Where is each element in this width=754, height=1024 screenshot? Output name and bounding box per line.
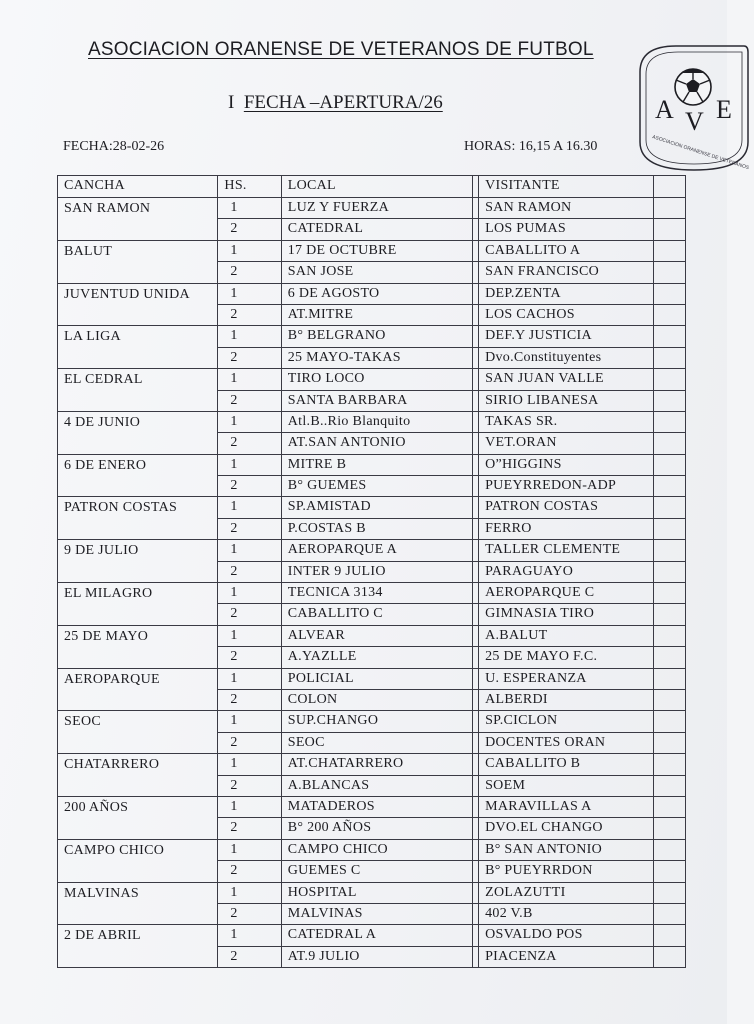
hs-cell: 2 [218,304,281,325]
extra-cell [654,732,686,753]
table-row [58,711,686,732]
local-cell: SAN JOSE [281,262,472,283]
local-cell: Atl.B..Rio Blanquito [281,411,472,432]
cancha-cell: EL MILAGRO [58,583,218,626]
hs-cell: 2 [218,390,281,411]
visitante-cell: ZOLAZUTTI [479,882,654,903]
hs-cell: 1 [218,583,281,604]
visitante-cell: PARAGUAYO [479,561,654,582]
extra-cell [654,497,686,518]
extra-cell [654,433,686,454]
local-cell: AT.CHATARRERO [281,754,472,775]
local-cell: AT.MITRE [281,304,472,325]
extra-cell [654,561,686,582]
local-cell: A.YAZLLE [281,647,472,668]
visitante-cell: DEF.Y JUSTICIA [479,326,654,347]
extra-cell [654,326,686,347]
extra-cell [654,946,686,967]
cancha-cell: SAN RAMON [58,198,218,241]
cancha-cell: CHATARRERO [58,754,218,797]
logo-letter-a: A [655,95,674,124]
cancha-cell: PATRON COSTAS [58,497,218,540]
hs-cell: 1 [218,668,281,689]
match-date: FECHA:28-02-26 [63,139,165,154]
extra-cell [654,347,686,368]
visitante-cell: U. ESPERANZA [479,668,654,689]
cancha-cell: CAMPO CHICO [58,839,218,882]
cancha-cell: EL CEDRAL [58,369,218,412]
cancha-cell: BALUT [58,240,218,283]
table-row [58,796,686,817]
cancha-cell: 4 DE JUNIO [58,411,218,454]
round-subtitle [228,92,443,114]
cancha-cell: 200 AÑOS [58,796,218,839]
visitante-cell: O”HIGGINS [479,454,654,475]
extra-cell [654,369,686,390]
local-cell: INTER 9 JULIO [281,561,472,582]
hs-cell: 1 [218,411,281,432]
logo-letter-e: E [716,95,732,124]
local-cell: SEOC [281,732,472,753]
hs-cell: 1 [218,454,281,475]
table-row [58,754,686,775]
association-logo [636,42,754,174]
hs-cell: 2 [218,946,281,967]
visitante-cell: PUEYRREDON-ADP [479,476,654,497]
extra-cell [654,818,686,839]
extra-cell [654,647,686,668]
extra-cell [654,240,686,261]
soccer-ball-icon [675,69,711,105]
local-cell: GUEMES C [281,861,472,882]
extra-cell [654,540,686,561]
table-row [58,925,686,946]
local-cell: 6 DE AGOSTO [281,283,472,304]
column-header-extra [654,176,686,198]
visitante-cell: PIACENZA [479,946,654,967]
table-row [58,198,686,219]
extra-cell [654,668,686,689]
hs-cell: 1 [218,839,281,860]
local-cell: SP.AMISTAD [281,497,472,518]
visitante-cell: MARAVILLAS A [479,796,654,817]
fixture-body [58,198,686,968]
extra-cell [654,861,686,882]
extra-cell [654,518,686,539]
fixture-table [57,175,686,968]
local-cell: MATADEROS [281,796,472,817]
local-cell: MALVINAS [281,903,472,924]
extra-cell [654,454,686,475]
extra-cell [654,604,686,625]
hs-cell: 1 [218,198,281,219]
cancha-cell: SEOC [58,711,218,754]
hs-cell: 2 [218,775,281,796]
visitante-cell: LOS PUMAS [479,219,654,240]
round-name: FECHA –APERTURA/26 [243,92,443,113]
table-row [58,240,686,261]
visitante-cell: TAKAS SR. [479,411,654,432]
local-cell: AT.SAN ANTONIO [281,433,472,454]
cancha-cell: 9 DE JULIO [58,540,218,583]
extra-cell [654,903,686,924]
visitante-cell: VET.ORAN [479,433,654,454]
extra-cell [654,689,686,710]
table-row [58,283,686,304]
visitante-cell: FERRO [479,518,654,539]
local-cell: LUZ Y FUERZA [281,198,472,219]
local-cell: CAMPO CHICO [281,839,472,860]
visitante-cell: SP.CICLON [479,711,654,732]
hs-cell: 2 [218,732,281,753]
visitante-cell: AEROPARQUE C [479,583,654,604]
local-cell: TIRO LOCO [281,369,472,390]
extra-cell [654,390,686,411]
local-cell: AT.9 JULIO [281,946,472,967]
table-row [58,625,686,646]
hs-cell: 2 [218,433,281,454]
visitante-cell: SAN RAMON [479,198,654,219]
extra-cell [654,796,686,817]
cancha-cell: 25 DE MAYO [58,625,218,668]
hs-cell: 1 [218,711,281,732]
local-cell: POLICIAL [281,668,472,689]
visitante-cell: OSVALDO POS [479,925,654,946]
local-cell: COLON [281,689,472,710]
extra-cell [654,219,686,240]
extra-cell [654,583,686,604]
local-cell: SUP.CHANGO [281,711,472,732]
hs-cell: 1 [218,796,281,817]
local-cell: CABALLITO C [281,604,472,625]
visitante-cell: ALBERDI [479,689,654,710]
cancha-cell: JUVENTUD UNIDA [58,283,218,326]
table-row [58,497,686,518]
visitante-cell: CABALLITO B [479,754,654,775]
local-cell: A.BLANCAS [281,775,472,796]
extra-cell [654,754,686,775]
local-cell: B° 200 AÑOS [281,818,472,839]
local-cell: TECNICA 3134 [281,583,472,604]
hs-cell: 2 [218,861,281,882]
extra-cell [654,198,686,219]
local-cell: AEROPARQUE A [281,540,472,561]
hs-cell: 1 [218,240,281,261]
table-header-row [58,176,686,198]
visitante-cell: PATRON COSTAS [479,497,654,518]
visitante-cell: GIMNASIA TIRO [479,604,654,625]
visitante-cell: DOCENTES ORAN [479,732,654,753]
visitante-cell: A.BALUT [479,625,654,646]
hs-cell: 2 [218,604,281,625]
column-header-visitante: VISITANTE [479,176,654,198]
hs-cell: 1 [218,283,281,304]
logo-letter-v: V [685,107,704,136]
hs-cell: 2 [218,561,281,582]
visitante-cell: DEP.ZENTA [479,283,654,304]
visitante-cell: LOS CACHOS [479,304,654,325]
table-row [58,369,686,390]
hs-cell: 2 [218,518,281,539]
extra-cell [654,304,686,325]
visitante-cell: B° SAN ANTONIO [479,839,654,860]
hs-cell: 1 [218,326,281,347]
visitante-cell: SAN FRANCISCO [479,262,654,283]
column-header-local: LOCAL [281,176,472,198]
extra-cell [654,625,686,646]
cancha-cell: 6 DE ENERO [58,454,218,497]
local-cell: ALVEAR [281,625,472,646]
hs-cell: 2 [218,903,281,924]
hs-cell: 2 [218,262,281,283]
visitante-cell: SAN JUAN VALLE [479,369,654,390]
extra-cell [654,711,686,732]
match-hours: HORAS: 16,15 A 16.30 [464,139,598,154]
hs-cell: 1 [218,625,281,646]
column-header-hs: HS. [218,176,281,198]
table-row [58,454,686,475]
visitante-cell: SOEM [479,775,654,796]
local-cell: CATEDRAL [281,219,472,240]
extra-cell [654,839,686,860]
hs-cell: 1 [218,882,281,903]
table-row [58,882,686,903]
hs-cell: 1 [218,540,281,561]
hs-cell: 1 [218,497,281,518]
local-cell: P.COSTAS B [281,518,472,539]
hs-cell: 2 [218,219,281,240]
table-row [58,839,686,860]
table-row [58,583,686,604]
local-cell: MITRE B [281,454,472,475]
table-row [58,540,686,561]
table-row [58,326,686,347]
hs-cell: 2 [218,476,281,497]
hs-cell: 1 [218,369,281,390]
round-number: I [228,92,244,113]
visitante-cell: TALLER CLEMENTE [479,540,654,561]
visitante-cell: SIRIO LIBANESA [479,390,654,411]
local-cell: 25 MAYO-TAKAS [281,347,472,368]
hs-cell: 2 [218,647,281,668]
extra-cell [654,411,686,432]
visitante-cell: Dvo.Constituyentes [479,347,654,368]
extra-cell [654,775,686,796]
logo-ring-text: ASOCIACION ORANENSE DE VETERANOS [651,134,750,172]
visitante-cell: DVO.EL CHANGO [479,818,654,839]
hs-cell: 2 [218,689,281,710]
extra-cell [654,476,686,497]
document-title: ASOCIACION ORANENSE DE VETERANOS DE FUTBOL [88,39,594,60]
extra-cell [654,925,686,946]
hs-cell: 1 [218,754,281,775]
local-cell: B° GUEMES [281,476,472,497]
local-cell: HOSPITAL [281,882,472,903]
cancha-cell: MALVINAS [58,882,218,925]
visitante-cell: 25 DE MAYO F.C. [479,647,654,668]
table-row [58,411,686,432]
hs-cell: 1 [218,925,281,946]
table-row [58,668,686,689]
visitante-cell: B° PUEYRRDON [479,861,654,882]
local-cell: 17 DE OCTUBRE [281,240,472,261]
hs-cell: 2 [218,347,281,368]
hs-cell: 2 [218,818,281,839]
local-cell: B° BELGRANO [281,326,472,347]
visitante-cell: 402 V.B [479,903,654,924]
cancha-cell: LA LIGA [58,326,218,369]
local-cell: CATEDRAL A [281,925,472,946]
extra-cell [654,262,686,283]
local-cell: SANTA BARBARA [281,390,472,411]
cancha-cell: AEROPARQUE [58,668,218,711]
cancha-cell: 2 DE ABRIL [58,925,218,968]
column-header-cancha: CANCHA [58,176,218,198]
visitante-cell: CABALLITO A [479,240,654,261]
extra-cell [654,882,686,903]
extra-cell [654,283,686,304]
